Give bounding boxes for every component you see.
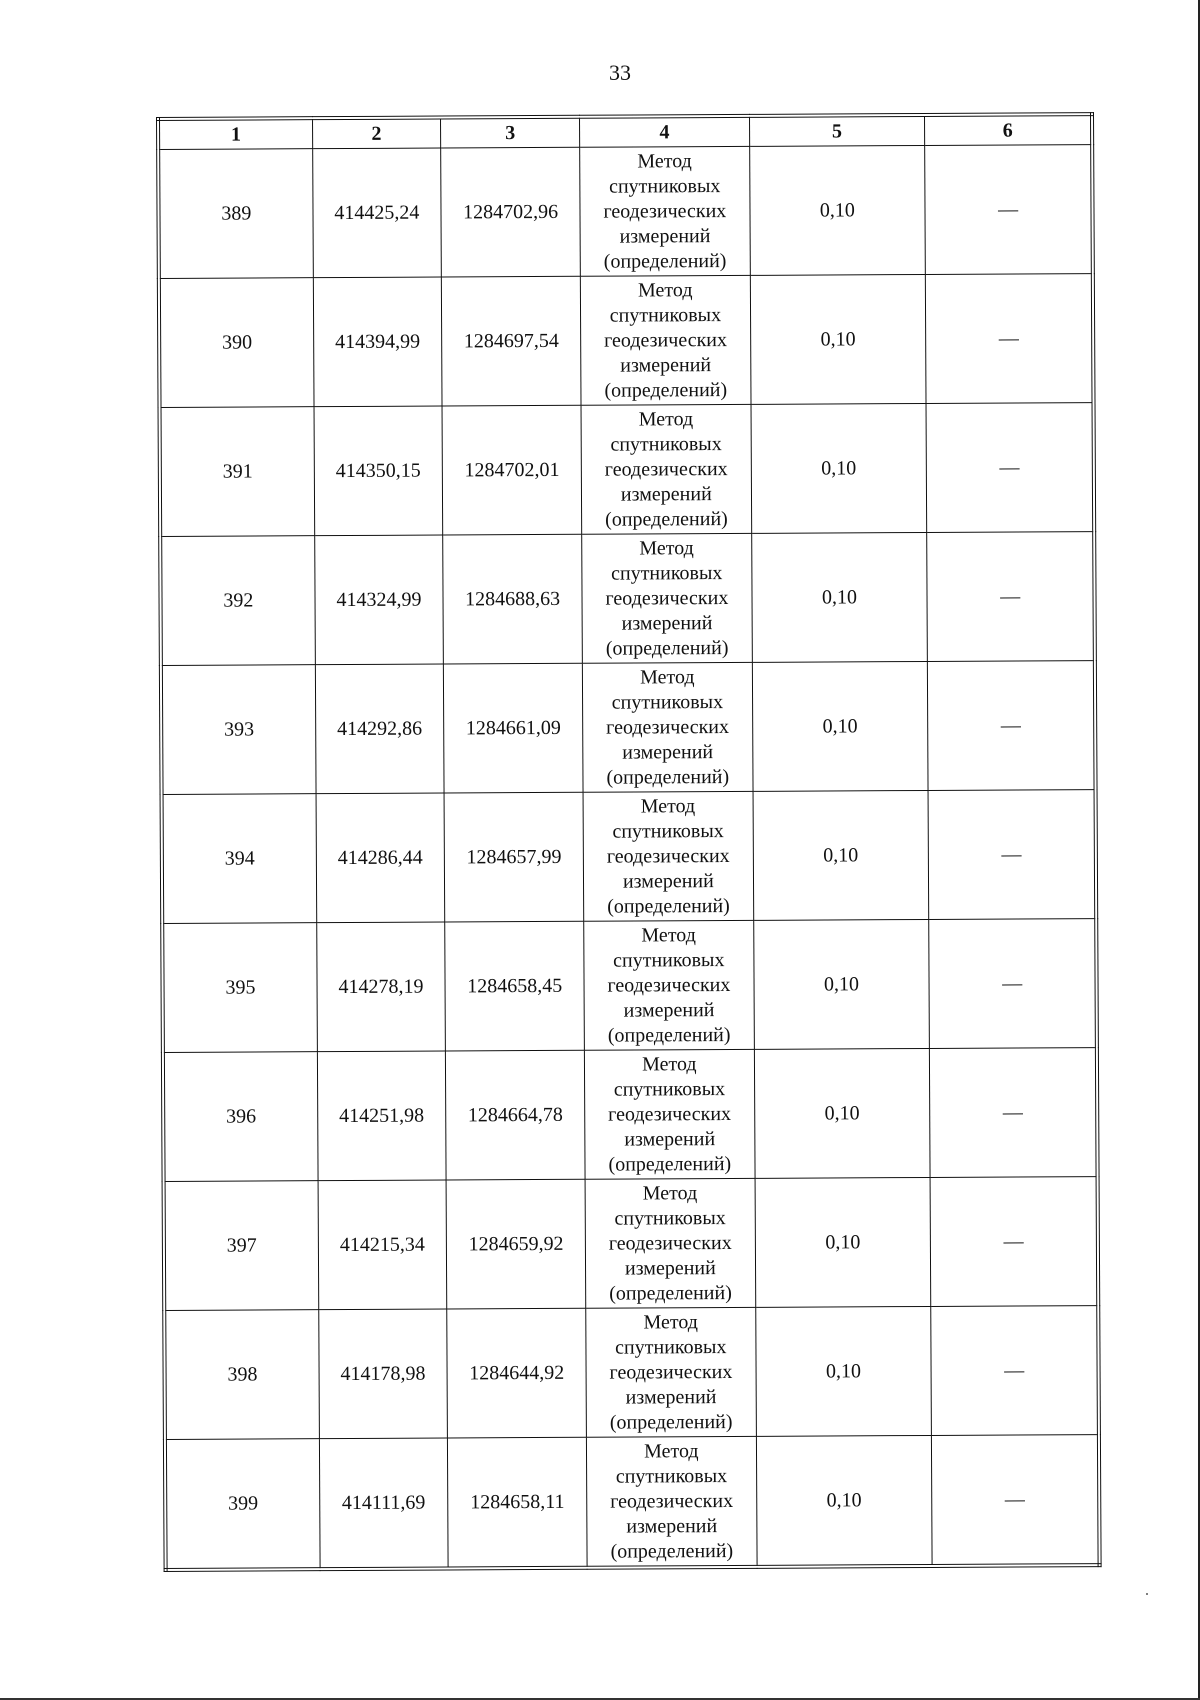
x-coordinate-cell: 414394,99: [313, 277, 442, 407]
coordinates-table-wrapper: [156, 112, 1102, 1572]
method-line: (определений): [610, 1539, 734, 1563]
method-line: Метод: [644, 1439, 699, 1462]
method-line: (определений): [607, 894, 730, 918]
table-row: [160, 403, 1095, 537]
x-coordinate-cell: 414251,98: [317, 1051, 446, 1181]
method-line: спутниковых: [615, 1335, 727, 1359]
method-cell: [582, 533, 752, 663]
note-dash: —: [1000, 584, 1021, 608]
table-row: [163, 1048, 1098, 1182]
method-line: спутниковых: [613, 948, 725, 972]
x-coordinate-cell: 414286,44: [316, 793, 445, 923]
point-number-cell: 397: [164, 1181, 319, 1311]
method-line: (определений): [609, 1410, 733, 1434]
point-number-cell: 399: [165, 1439, 320, 1570]
scan-speck: [1146, 1593, 1148, 1595]
accuracy-cell: 0,10: [751, 532, 927, 662]
note-dash: —: [999, 455, 1020, 479]
method-line: (определений): [604, 378, 728, 402]
x-coordinate-cell: 414350,15: [314, 406, 443, 536]
method-line: измерений: [625, 1385, 717, 1409]
method-line: Метод: [639, 536, 694, 559]
table-row: [165, 1435, 1100, 1570]
method-line: Метод: [638, 407, 694, 430]
coordinates-table: [156, 112, 1102, 1572]
method-line: спутниковых: [611, 561, 723, 585]
table-row: [164, 1306, 1099, 1440]
method-line: Метод: [637, 149, 692, 172]
note-dash: —: [1000, 713, 1021, 737]
y-coordinate-cell: 1284657,99: [444, 792, 584, 922]
method-line: измерений: [622, 740, 714, 764]
method-line: измерений: [624, 1127, 716, 1151]
column-header-1: 1: [158, 118, 312, 149]
note-cell: [925, 145, 1093, 275]
accuracy-cell: 0,10: [755, 1306, 931, 1436]
method-line: геодезических: [607, 973, 731, 997]
method-line: (определений): [607, 1023, 731, 1047]
method-line: измерений: [624, 1256, 716, 1280]
method-cell: [585, 1178, 755, 1308]
method-line: геодезических: [604, 457, 728, 481]
point-number-cell: 392: [160, 536, 315, 666]
note-dash: —: [998, 326, 1019, 350]
method-line: спутниковых: [612, 819, 724, 843]
x-coordinate-cell: 414178,98: [318, 1309, 447, 1439]
table-row: [161, 661, 1096, 795]
point-number-cell: 393: [161, 665, 316, 795]
point-number-cell: 390: [159, 278, 314, 408]
note-cell: [926, 274, 1094, 404]
y-coordinate-cell: 1284644,92: [447, 1308, 587, 1438]
table-row: [164, 1177, 1099, 1311]
x-coordinate-cell: 414425,24: [312, 148, 441, 278]
method-line: Метод: [637, 278, 693, 301]
table-row: [160, 532, 1095, 666]
y-coordinate-cell: 1284697,54: [441, 276, 581, 406]
method-line: спутниковых: [609, 303, 722, 327]
note-dash: —: [1003, 1229, 1024, 1253]
method-cell: [586, 1307, 756, 1437]
accuracy-cell: 0,10: [749, 145, 925, 275]
table-header-row: [158, 114, 1092, 149]
table-body: [158, 145, 1099, 1570]
method-line: геодезических: [605, 586, 729, 610]
accuracy-cell: 0,10: [756, 1435, 932, 1566]
method-line: измерений: [620, 482, 712, 506]
method-line: Метод: [642, 1052, 697, 1075]
table-row: [162, 919, 1097, 1053]
note-dash: —: [1004, 1358, 1025, 1382]
accuracy-cell: 0,10: [753, 790, 929, 920]
method-cell: [581, 275, 751, 405]
point-number-cell: 389: [158, 149, 313, 279]
note-dash: —: [1002, 1100, 1023, 1124]
accuracy-cell: 0,10: [754, 1048, 930, 1178]
method-line: измерений: [619, 224, 711, 248]
note-cell: [927, 532, 1095, 662]
method-line: (определений): [605, 507, 728, 531]
note-dash: —: [998, 197, 1019, 221]
y-coordinate-cell: 1284702,96: [441, 147, 581, 277]
note-cell: [926, 403, 1094, 533]
point-number-cell: 394: [162, 794, 317, 924]
method-line: спутниковых: [611, 690, 724, 714]
note-cell: [932, 1435, 1100, 1566]
method-line: Метод: [639, 665, 695, 688]
note-cell: [930, 1048, 1098, 1178]
accuracy-cell: 0,10: [750, 274, 926, 404]
point-number-cell: 395: [162, 923, 317, 1053]
method-cell: [585, 1049, 755, 1179]
method-line: спутниковых: [610, 432, 722, 456]
method-cell: [583, 791, 753, 921]
x-coordinate-cell: 414215,34: [318, 1180, 447, 1310]
method-line: геодезических: [608, 1231, 732, 1255]
accuracy-cell: 0,10: [751, 403, 927, 533]
accuracy-cell: 0,10: [755, 1177, 931, 1307]
column-header-5: 5: [749, 115, 925, 146]
column-header-4: 4: [580, 116, 749, 147]
method-line: измерений: [626, 1514, 718, 1538]
method-cell: [580, 146, 750, 276]
table-row: [158, 145, 1093, 279]
method-line: спутниковых: [615, 1464, 728, 1488]
method-line: (определений): [606, 765, 730, 789]
method-cell: [584, 920, 754, 1050]
point-number-cell: 391: [160, 407, 315, 537]
method-cell: [587, 1436, 757, 1567]
x-coordinate-cell: 414111,69: [319, 1438, 448, 1569]
point-number-cell: 398: [164, 1310, 319, 1440]
accuracy-cell: 0,10: [753, 919, 929, 1049]
method-line: (определений): [608, 1152, 732, 1176]
method-line: геодезических: [606, 715, 730, 739]
point-number-cell: 396: [163, 1052, 318, 1182]
method-cell: [583, 662, 753, 792]
column-header-6: 6: [925, 114, 1092, 145]
note-dash: —: [1004, 1487, 1025, 1511]
method-line: измерений: [620, 353, 712, 377]
page-number: 33: [609, 60, 631, 85]
y-coordinate-cell: 1284702,01: [442, 405, 582, 535]
method-line: спутниковых: [613, 1077, 726, 1101]
method-line: геодезических: [609, 1360, 733, 1384]
method-cell: [581, 404, 751, 534]
note-cell: [931, 1306, 1099, 1436]
y-coordinate-cell: 1284664,78: [445, 1050, 585, 1180]
method-line: измерений: [623, 998, 715, 1022]
method-line: (определений): [605, 636, 729, 660]
table-row: [159, 274, 1094, 408]
y-coordinate-cell: 1284659,92: [446, 1179, 586, 1309]
method-line: геодезических: [606, 844, 730, 868]
method-line: Метод: [640, 794, 696, 817]
method-line: геодезических: [608, 1102, 732, 1126]
y-coordinate-cell: 1284688,63: [443, 534, 583, 664]
column-header-2: 2: [312, 118, 441, 149]
note-cell: [930, 1177, 1098, 1307]
method-line: (определений): [603, 249, 727, 273]
method-line: (определений): [609, 1281, 732, 1305]
method-line: геодезических: [603, 199, 727, 223]
method-line: Метод: [642, 1181, 698, 1204]
table-row: [162, 790, 1097, 924]
note-dash: —: [1001, 842, 1022, 866]
note-cell: [928, 661, 1096, 791]
x-coordinate-cell: 414292,86: [315, 664, 444, 794]
column-header-3: 3: [441, 117, 580, 148]
method-line: Метод: [643, 1310, 698, 1333]
accuracy-cell: 0,10: [752, 661, 928, 791]
x-coordinate-cell: 414324,99: [314, 535, 443, 665]
x-coordinate-cell: 414278,19: [316, 922, 445, 1052]
note-cell: [928, 790, 1096, 920]
y-coordinate-cell: 1284658,11: [447, 1437, 587, 1568]
method-line: спутниковых: [614, 1206, 726, 1230]
method-line: геодезических: [604, 328, 728, 352]
method-line: спутниковых: [608, 174, 721, 198]
method-line: геодезических: [610, 1489, 734, 1513]
note-cell: [929, 919, 1097, 1049]
y-coordinate-cell: 1284658,45: [445, 921, 585, 1051]
y-coordinate-cell: 1284661,09: [443, 663, 583, 793]
method-line: Метод: [641, 923, 696, 946]
method-line: измерений: [622, 869, 714, 893]
note-dash: —: [1002, 971, 1023, 995]
method-line: измерений: [621, 611, 713, 635]
